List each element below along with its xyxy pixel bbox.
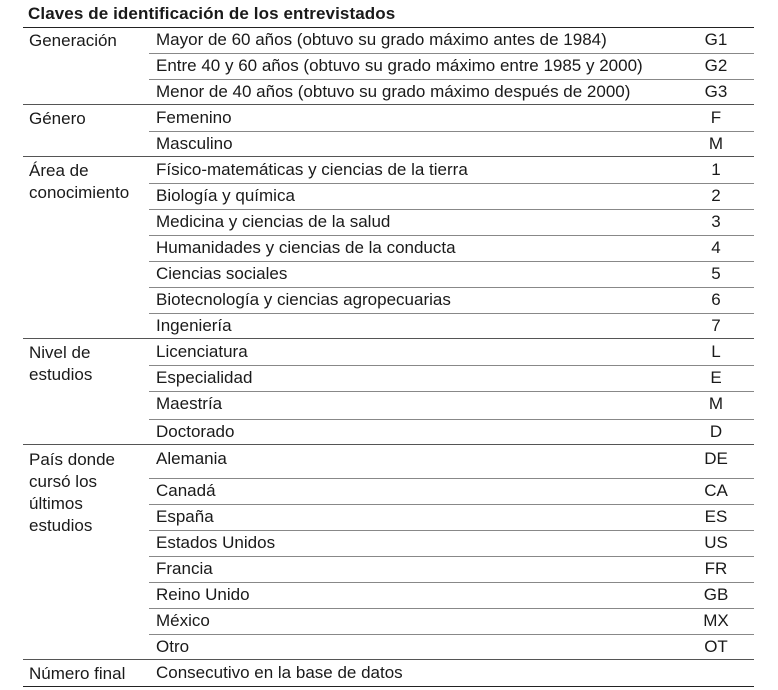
table-row [0, 533, 778, 555]
row-code: OT [704, 637, 728, 656]
row-code: 3 [711, 212, 721, 231]
row-code: GB [703, 585, 729, 604]
table-row [0, 316, 778, 338]
table-row [0, 290, 778, 312]
row-divider [149, 419, 754, 420]
row-description: Especialidad [156, 368, 253, 387]
row-divider [149, 556, 754, 557]
row-description: Francia [156, 559, 213, 578]
row-description: Biología y química [156, 186, 295, 205]
group-divider [23, 444, 754, 445]
row-code: G1 [704, 30, 728, 49]
category-label-line: cursó los [29, 472, 98, 491]
table-row [0, 212, 778, 234]
table-row [0, 559, 778, 581]
row-code: 4 [711, 238, 721, 257]
table-row [0, 108, 778, 130]
row-divider [149, 634, 754, 635]
row-divider [149, 131, 754, 132]
row-description: Doctorado [156, 422, 235, 441]
category-label-line: conocimiento [29, 183, 130, 202]
table-row [0, 507, 778, 529]
row-divider [149, 53, 754, 54]
table-row [0, 449, 778, 471]
row-code: M [708, 394, 724, 413]
row-divider [149, 287, 754, 288]
table-row [0, 368, 778, 390]
row-code: 5 [711, 264, 721, 283]
table-row [0, 264, 778, 286]
row-code: CA [704, 481, 728, 500]
row-code: L [711, 342, 721, 361]
table-row [0, 663, 778, 685]
row-divider [149, 530, 754, 531]
row-code: F [710, 108, 722, 127]
row-divider [149, 391, 754, 392]
row-divider [149, 582, 754, 583]
bottom-rule [23, 686, 754, 687]
row-divider [149, 235, 754, 236]
category-label-line: Generación [29, 31, 117, 50]
row-divider [149, 79, 754, 80]
row-code: DE [704, 449, 728, 468]
category-label-line: Área de [29, 161, 89, 180]
table-row [0, 422, 778, 444]
row-divider [149, 261, 754, 262]
row-description: Femenino [156, 108, 232, 127]
row-description: Menor de 40 años (obtuvo su grado máximo después de 2000) [156, 82, 631, 101]
row-code: 7 [711, 316, 721, 335]
table-row [0, 56, 778, 78]
row-description: Humanidades y ciencias de la conducta [156, 238, 456, 257]
table-row [0, 160, 778, 182]
category-label-line: Nivel de [29, 343, 91, 362]
row-description: Ciencias sociales [156, 264, 288, 283]
row-code: G3 [704, 82, 728, 101]
row-description: Biotecnología y ciencias agropecuarias [156, 290, 451, 309]
row-description: España [156, 507, 214, 526]
category-label-line: estudios [29, 365, 93, 384]
row-code: US [704, 533, 728, 552]
row-divider [149, 365, 754, 366]
row-description: Medicina y ciencias de la salud [156, 212, 391, 231]
table-row [0, 134, 778, 156]
row-code: FR [704, 559, 728, 578]
row-description: México [156, 611, 210, 630]
row-description: Otro [156, 637, 190, 656]
row-code: 6 [711, 290, 721, 309]
row-description: Licenciatura [156, 342, 248, 361]
table-row [0, 30, 778, 52]
table-row [0, 585, 778, 607]
table-row [0, 481, 778, 503]
table-row [0, 394, 778, 416]
table-row [0, 637, 778, 659]
row-description: Físico-matemáticas y ciencias de la tierra [156, 160, 468, 179]
table-row [0, 342, 778, 364]
row-description: Maestría [156, 394, 223, 413]
row-description: Entre 40 y 60 años (obtuvo su grado máximo entre 1985 y 2000) [156, 56, 643, 75]
row-divider [149, 608, 754, 609]
row-description: Mayor de 60 años (obtuvo su grado máximo antes de 1984) [156, 30, 607, 49]
group-divider [23, 156, 754, 157]
row-divider [149, 478, 754, 479]
row-description: Ingeniería [156, 316, 232, 335]
row-code: M [708, 134, 724, 153]
row-divider [149, 183, 754, 184]
row-description: Reino Unido [156, 585, 250, 604]
row-code: ES [704, 507, 728, 526]
category-label-line: Número final [29, 664, 126, 683]
table-row [0, 186, 778, 208]
group-divider [23, 104, 754, 105]
category-label-line: estudios [29, 516, 93, 535]
row-description: Alemania [156, 449, 227, 468]
row-divider [149, 209, 754, 210]
group-divider [23, 338, 754, 339]
top-rule [23, 27, 754, 28]
row-code: MX [703, 611, 729, 630]
row-description: Estados Unidos [156, 533, 276, 552]
group-divider [23, 659, 754, 660]
category-label-line: Género [29, 109, 86, 128]
row-code: E [710, 368, 722, 387]
table-row [0, 611, 778, 633]
row-code: D [709, 422, 723, 441]
row-description: Masculino [156, 134, 233, 153]
category-label-line: últimos [29, 494, 83, 513]
row-description: Consecutivo en la base de datos [156, 663, 403, 682]
row-divider [149, 313, 754, 314]
row-code: G2 [704, 56, 728, 75]
row-description: Canadá [156, 481, 216, 500]
row-code: 1 [711, 160, 721, 179]
row-divider [149, 504, 754, 505]
table-title: Claves de identificación de los entrevistados [28, 4, 396, 23]
table-row [0, 82, 778, 104]
category-label-line: País donde [29, 450, 116, 469]
row-code: 2 [711, 186, 721, 205]
table-row [0, 238, 778, 260]
